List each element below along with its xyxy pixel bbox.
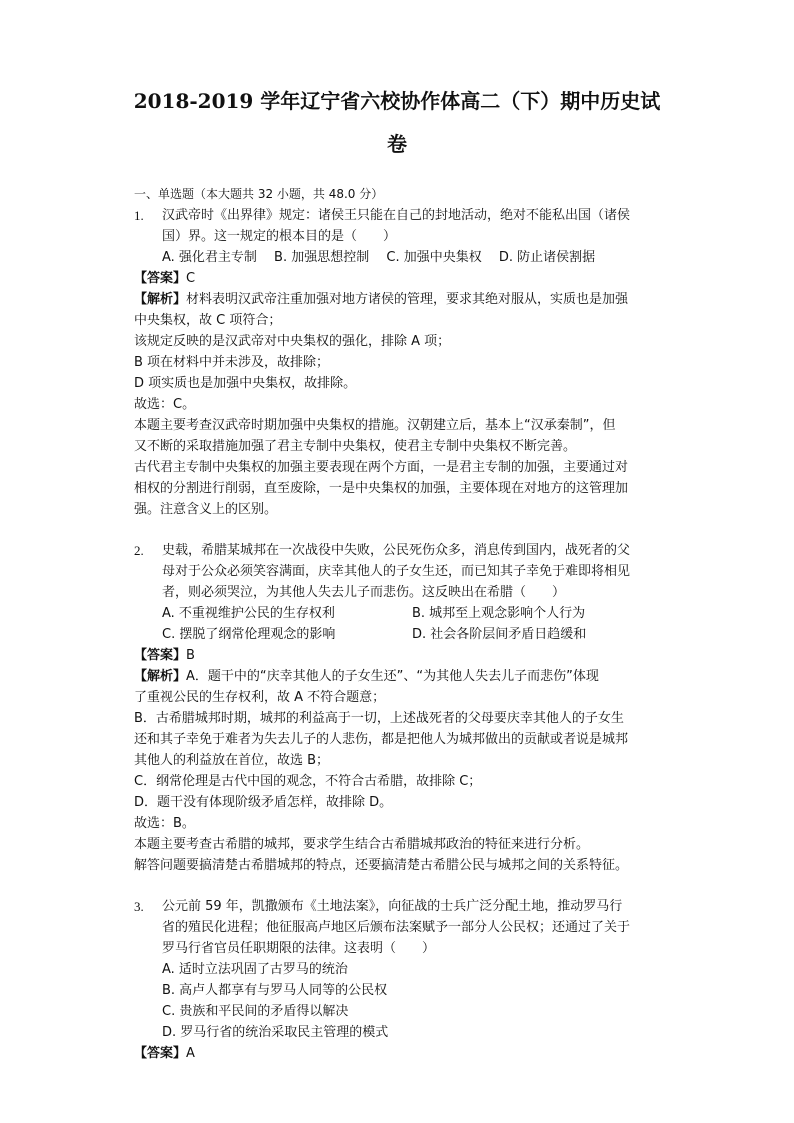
answer-line bbox=[134, 647, 195, 665]
option-d: D. 罗马行省的统治采取民主管理的模式 bbox=[162, 1025, 389, 1040]
section-heading: 一、单选题（本大题共 32 小题，共 48.0 分） bbox=[134, 187, 384, 201]
analysis-line: 其他人的利益放在首位，故选 B； bbox=[134, 753, 330, 768]
analysis-line: B．古希腊城邦时期，城邦的利益高于一切，上述战死者的父母要庆幸其他人的子女生 bbox=[134, 711, 624, 726]
answer-value: C bbox=[186, 271, 196, 286]
answer-tag: 【答案】 bbox=[134, 1046, 187, 1061]
answer-tag: 【答案】 bbox=[134, 271, 187, 286]
answer-tag: 【答案】 bbox=[134, 648, 187, 663]
question-stem-line: 者，则必须哭泣，为其他人失去儿子而悲伤。这反映出在希腊（ ） bbox=[162, 585, 566, 600]
answer-line bbox=[134, 1045, 195, 1063]
analysis-line: 相权的分割进行削弱，直至废除，一是中央集权的加强，主要体现在对地方的这管理加 bbox=[134, 481, 629, 496]
analysis-tag: 【解析】 bbox=[134, 669, 187, 684]
option-c: C. 贵族和平民间的矛盾得以解决 bbox=[162, 1004, 349, 1019]
analysis-line: 解答问题要搞清楚古希腊城邦的特点，还要搞清楚古希腊公民与城邦之间的关系特征。 bbox=[134, 858, 629, 873]
question-stem-line: 省的殖民化进程；他征服高卢地区后颁布法案赋予一部分人公民权；还通过了关于 bbox=[162, 920, 631, 935]
analysis-line bbox=[134, 668, 599, 686]
analysis-line: 古代君主专制中央集权的加强主要表现在两个方面，一是君主专制的加强，主要通过对 bbox=[134, 460, 629, 475]
analysis-line: 又不断的采取措施加强了君主专制中央集权，使君主专制中央集权不断完善。 bbox=[134, 439, 577, 454]
option-b: B. 城邦至上观念影响个人行为 bbox=[412, 606, 586, 621]
analysis-line: C．纲常伦理是古代中国的观念，不符合古希腊，故排除 C； bbox=[134, 774, 482, 789]
analysis-line: 强。注意含义上的区别。 bbox=[134, 502, 278, 517]
option-b: B. 高卢人都享有与罗马人同等的公民权 bbox=[162, 983, 388, 998]
analysis-line: 本题主要考查汉武帝时期加强中央集权的措施。汉朝建立后，基本上“汉承秦制”，但 bbox=[134, 418, 616, 433]
option-a: A. 不重视维护公民的生存权利 bbox=[162, 606, 335, 621]
question-number: 3. bbox=[134, 899, 144, 914]
analysis-line bbox=[134, 291, 628, 309]
answer-line bbox=[134, 270, 195, 288]
question-stem-line: 国）界。这一规定的根本目的是（ ） bbox=[162, 229, 397, 244]
question-options: A. 强化君主专制 B. 加强思想控制 C. 加强中央集权 D. 防止诸侯割据 bbox=[162, 250, 596, 265]
option-d: D. 社会各阶层间矛盾日趋缓和 bbox=[412, 627, 587, 642]
analysis-line: D 项实质也是加强中央集权，故排除。 bbox=[134, 376, 357, 391]
question-stem-line: 公元前 59 年，凯撒颁布《土地法案》，向征战的士兵广泛分配土地，推动罗马行 bbox=[162, 899, 623, 914]
analysis-line: 中央集权，故 C 项符合； bbox=[134, 313, 282, 328]
question-stem-line: 罗马行省官员任职期限的法律。这表明（ ） bbox=[162, 941, 436, 956]
question-number: 2. bbox=[134, 543, 144, 558]
answer-value: B bbox=[186, 648, 195, 663]
analysis-line: 该规定反映的是汉武帝对中央集权的强化，排除 A 项； bbox=[134, 334, 451, 349]
analysis-tag: 【解析】 bbox=[134, 292, 187, 307]
analysis-line: 故选：B。 bbox=[134, 816, 195, 831]
analysis-line: 故选：C。 bbox=[134, 397, 196, 412]
analysis-text: 材料表明汉武帝注重加强对地方诸侯的管理，要求其绝对服从，实质也是加强 bbox=[186, 292, 629, 307]
answer-value: A bbox=[186, 1046, 195, 1061]
question-stem-line: 母对于公众必须笑容满面，庆幸其他人的子女生还，而已知其子幸免于难即将相见 bbox=[162, 564, 631, 579]
option-c: C. 摆脱了纲常伦理观念的影响 bbox=[162, 627, 336, 642]
analysis-text: A．题干中的“庆幸其他人的子女生还”、“为其他人失去儿子而悲伤”体现 bbox=[186, 669, 599, 684]
option-a: A. 适时立法巩固了古罗马的统治 bbox=[162, 962, 348, 977]
analysis-line: 本题主要考查古希腊的城邦，要求学生结合古希腊城邦政治的特征来进行分析。 bbox=[134, 837, 590, 852]
analysis-line: 了重视公民的生存权利，故 A 不符合题意； bbox=[134, 690, 386, 705]
analysis-line: 还和其子幸免于难者为失去儿子的人悲伤，都是把他人为城邦做出的贡献或者说是城邦 bbox=[134, 732, 629, 747]
question-stem-line: 史载，希腊某城邦在一次战役中失败，公民死伤众多，消息传到国内，战死者的父 bbox=[162, 543, 631, 558]
question-stem-line: 汉武帝时《出界律》规定：诸侯王只能在自己的封地活动，绝对不能私出国（诸侯 bbox=[162, 208, 631, 223]
question-number: 1. bbox=[134, 208, 144, 223]
page-title-line-1: 2018-2019 学年辽宁省六校协作体高二（下）期中历史试 bbox=[133, 89, 661, 113]
page-title-line-2: 卷 bbox=[387, 132, 407, 156]
analysis-line: D．题干没有体现阶级矛盾怎样，故排除 D。 bbox=[134, 795, 393, 810]
analysis-line: B 项在材料中并未涉及，故排除； bbox=[134, 355, 330, 370]
